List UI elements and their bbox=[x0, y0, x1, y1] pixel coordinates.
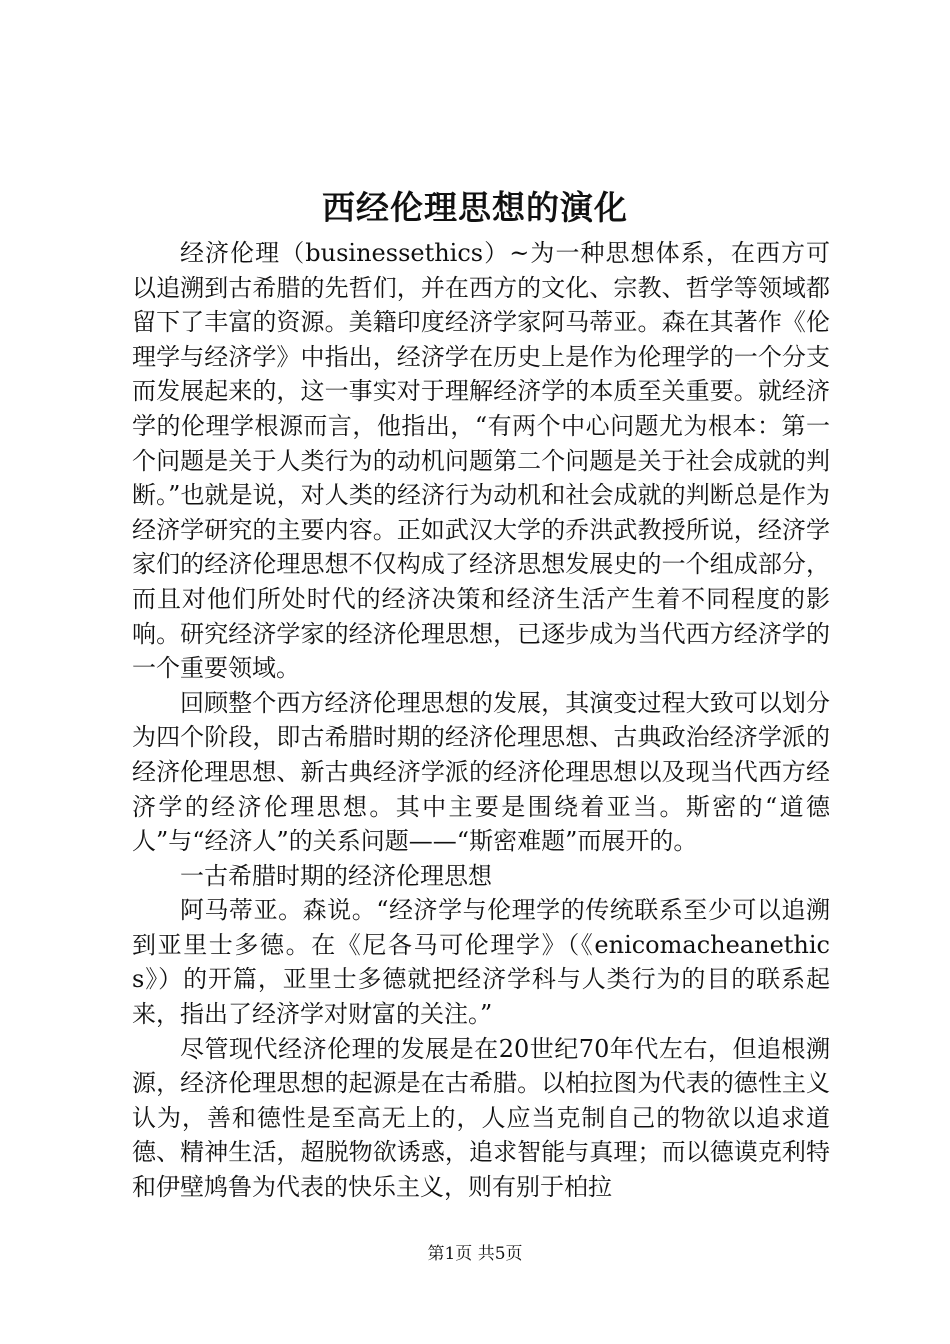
page-number-footer: 第1页 共5页 bbox=[427, 1244, 523, 1264]
document-body bbox=[132, 236, 830, 1205]
paragraph-intro: 经济伦理（businessethics）~为一种思想体系，在西方可以追溯到古希腊的先哲们，并在西方的文化、宗教、哲学等领域都留下了丰富的资源。美籍印度经济学家阿马蒂亚。森在其著作《伦理学与经济学》中指出，经济学在历史上是作为伦理学的一个分支而发展起来的，这一事实对于理解经济学的本质至关重要。就经济学的伦理学根源而言，他指出，“有两个中心问题尤为根本：第一个问题是关于人类行为的动机问题第二个问题是关于社会成就的判断。”也就是说，对人类的经济行为动机和社会成就的判断总是作为经济学研究的主要内容。正如武汉大学的乔洪武教授所说，经济学家们的经济伦理思想不仅构成了经济思想发展史的一个组成部分，而且对他们所处时代的经济决策和经济生活产生着不同程度的影响。研究经济学家的经济伦理思想，已逐步成为当代西方经济学的一个重要领域。 bbox=[132, 239, 830, 683]
paragraph-sen-quote: 阿马蒂亚。森说。“经济学与伦理学的传统联系至少可以追溯到亚里士多德。在《尼各马可伦理学》（《enicomacheanethics》）的开篇，亚里士多德就把经济学科与人类行为的目的联系起来，指出了经济学对财富的关注。” bbox=[132, 896, 830, 1029]
paragraph-overview: 回顾整个西方经济伦理思想的发展，其演变过程大致可以划分为四个阶段，即古希腊时期的经济伦理思想、古典政治经济学派的经济伦理思想、新古典经济学派的经济伦理思想以及现当代西方经济学的经济伦理思想。其中主要是围绕着亚当。斯密的“道德人”与“经济人”的关系问题——“斯密难题”而展开的。 bbox=[132, 688, 830, 856]
section-heading: 一古希腊时期的经济伦理思想 bbox=[180, 861, 492, 890]
paragraph-origins: 尽管现代经济伦理的发展是在20世纪70年代左右，但追根溯源，经济伦理思想的起源是在古希腊。以柏拉图为代表的德性主义认为，善和德性是至高无上的，人应当克制自己的物欲以追求道德、精神生活，超脱物欲诱惑，追求智能与真理；而以德谟克利特和伊壁鸠鲁为代表的快乐主义，则有别于柏拉 bbox=[132, 1034, 830, 1202]
document-title: 西经伦理思想的演化 bbox=[322, 188, 628, 227]
